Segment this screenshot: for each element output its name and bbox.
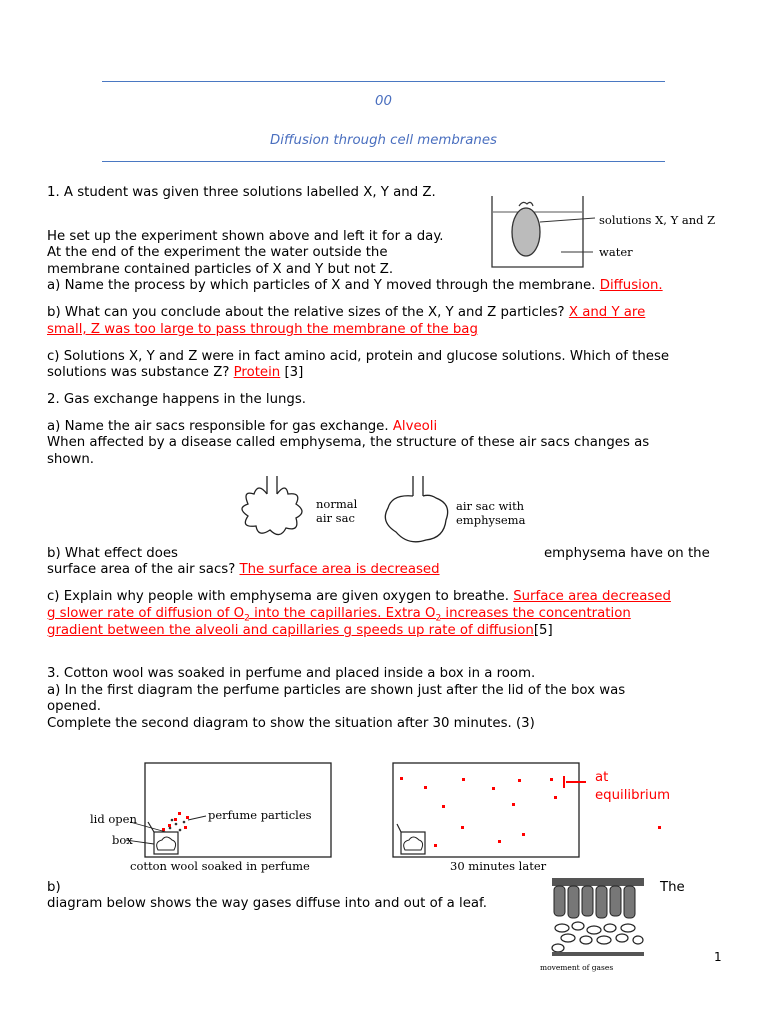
q2-c-answer-line1: Surface area decreased (513, 589, 671, 604)
q2-part-a (47, 418, 727, 435)
label-movement-of-gases: movement of gases (540, 963, 614, 972)
header-top-rule (102, 81, 665, 82)
q2-part-c (47, 588, 727, 605)
q3-b-text: diagram below shows the way gases diffuse into and out of a leaf. (47, 896, 487, 911)
air-sac-figure (230, 470, 535, 550)
q1-part-c (47, 364, 727, 381)
q3-a-question-line3: Complete the second diagram to show the situation after 30 minutes. (3) (47, 716, 535, 731)
q1-setup-line1: He set up the experiment shown above and left it for a day. (47, 229, 444, 244)
q1-c-question-line1: c) Solutions X, Y and Z were in fact amino acid, protein and glucose solutions. Which of these (47, 349, 670, 364)
perfume-diffusion-figure (88, 758, 588, 876)
q1-a-question: a) Name the process by which particles of X and Y moved through the membrane. (47, 278, 596, 293)
q2-c-answer-line3 (47, 622, 727, 639)
q2-c-answer-3: gradient between the alveoli and capillaries g speeds up rate of diffusion (47, 623, 534, 638)
normal-air-sac-shape (242, 488, 302, 535)
q1-b-answer-line1: X and Y are (568, 305, 646, 320)
label-30-minutes-later: 30 minutes later (450, 859, 547, 873)
q1-b-answer-line2: small, Z was too large to pass through the membrane of the bag (47, 322, 478, 337)
label-water: water (599, 245, 633, 259)
label-lid-open: lid open (90, 812, 137, 826)
label-emphysema: emphysema (456, 513, 526, 527)
q1-part-b-cont (47, 321, 727, 338)
annotation-at: at (595, 770, 609, 785)
q2-a-question: a) Name the air sacs responsible for gas exchange. (47, 419, 389, 434)
q1-c-question-line2: solutions was substance Z? (47, 365, 230, 380)
q3-intro: 3. Cotton wool was soaked in perfume and placed inside a box in a room. (47, 666, 536, 681)
q2-part-b (47, 561, 727, 578)
label-air-sac: air sac (316, 511, 355, 525)
q1-c-answer: Protein (233, 365, 281, 380)
q3-a-question-line1: a) In the first diagram the perfume particles are shown just after the lid of the box was (47, 683, 626, 698)
q2-b-answer: The surface area is decreased (239, 562, 440, 577)
annotation-equilibrium: equilibrium (595, 788, 671, 803)
q1-intro: 1. A student was given three solutions labelled X, Y and Z. (47, 185, 436, 200)
header-bottom-rule (102, 161, 665, 162)
o2-subscript-1: 2 (244, 613, 250, 624)
leaf-cross-section-figure (538, 876, 650, 974)
q1-part-a (47, 277, 727, 294)
q2-a-answer: Alveoli (392, 419, 438, 434)
o2-subscript-2: 2 (435, 613, 442, 624)
page-number: 1 (714, 950, 722, 964)
label-normal: normal (316, 497, 358, 511)
q2-desc-line1: When affected by a disease called emphysema, the structure of these air sacs changes as (47, 435, 650, 450)
q3-a-question-line2: opened. (47, 699, 102, 714)
q2-b-question-line3: surface area of the air sacs? (47, 562, 236, 577)
q3-b-label: b) (47, 880, 61, 895)
label-box: box (112, 833, 133, 847)
q1-part-b (47, 304, 727, 321)
q1-b-question: b) What can you conclude about the relative sizes of the X, Y and Z particles? (47, 305, 565, 320)
q2-c-answer-2c: increases the concentration (441, 606, 631, 621)
label-cotton-wool: cotton wool soaked in perfume (130, 859, 310, 873)
q2-desc-line2: shown. (47, 452, 95, 467)
q2-b-question-line1: b) What effect does (47, 546, 178, 561)
q2-c-answer-line2 (47, 605, 727, 622)
label-solutions-xyz: solutions X, Y and Z (599, 213, 716, 227)
q2-b-question-line2: emphysema have on the (544, 546, 710, 561)
q1-a-answer: Diffusion. (599, 278, 663, 293)
label-perfume-particles: perfume particles (208, 808, 312, 822)
q3-b-the: The (660, 880, 685, 895)
q2-intro: 2. Gas exchange happens in the lungs. (47, 392, 307, 407)
header-title: Diffusion through cell membranes (270, 133, 497, 148)
stray-particle (658, 826, 661, 829)
q1-setup-line3: membrane contained particles of X and Y but not Z. (47, 262, 394, 277)
emphysema-air-sac-shape (385, 495, 447, 541)
q2-c-answer-2b: into the capillaries. Extra O (249, 606, 436, 621)
header-number: 00 (375, 94, 392, 109)
q1-setup-line2: At the end of the experiment the water outside the (47, 245, 388, 260)
q2-c-marks: [5] (533, 623, 553, 638)
label-air-sac-with: air sac with (456, 499, 525, 513)
q2-c-answer-2a: g slower rate of diffusion of O (47, 606, 245, 621)
q1-c-marks: [3] (284, 365, 304, 380)
q2-c-question: c) Explain why people with emphysema are given oxygen to breathe. (47, 589, 509, 604)
